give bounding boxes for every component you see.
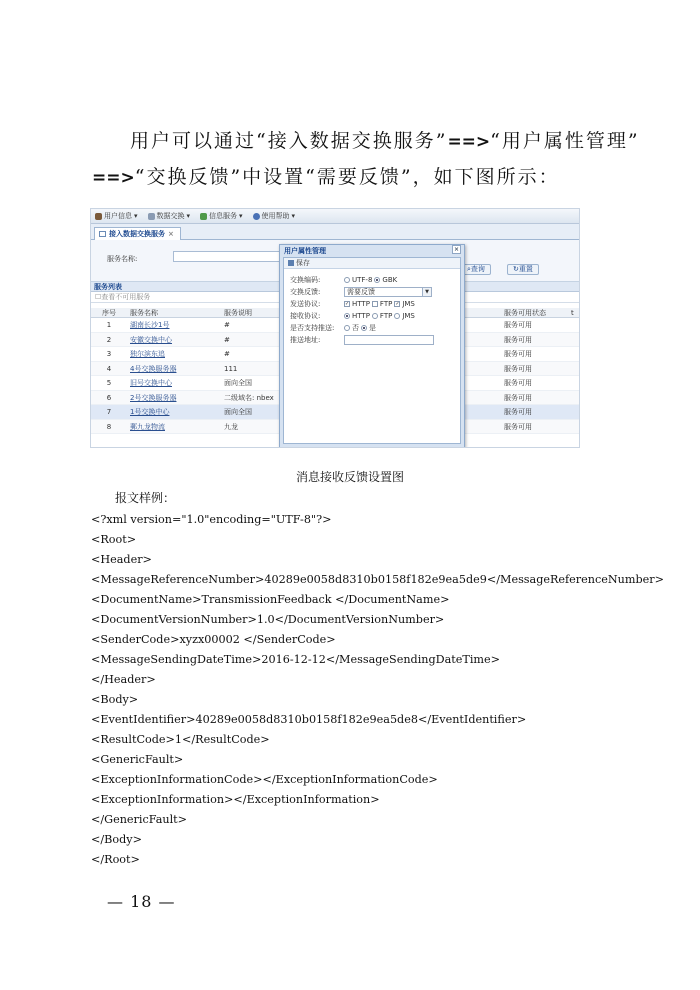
encoding-gbk-radio[interactable]: GBK bbox=[374, 276, 397, 284]
recv-http-radio[interactable]: HTTP bbox=[344, 312, 370, 320]
col-no[interactable]: 序号 bbox=[102, 309, 116, 317]
save-icon bbox=[288, 260, 294, 266]
menu-exchange[interactable]: 数据交换 ▾ bbox=[148, 211, 191, 221]
row-no: 4 bbox=[106, 364, 112, 373]
row-status: 服务可用 bbox=[504, 321, 532, 329]
refresh-icon: ↻ bbox=[513, 265, 519, 273]
chevron-down-icon: ▼ bbox=[422, 288, 431, 296]
intro-paragraph-line1 bbox=[130, 124, 650, 159]
intro-text-2: “交换反馈”中设置“需要反馈”，如下图所示： bbox=[134, 166, 560, 188]
dialog-toolbar bbox=[284, 258, 460, 269]
code-line: <DocumentName>TransmissionFeedback </DocumentName> bbox=[91, 593, 450, 606]
service-name-link[interactable]: 旧号交换中心 bbox=[130, 379, 172, 387]
feedback-row: 交换反馈: 需要反馈 ▼ bbox=[290, 287, 432, 297]
encoding-row: 交换编码: UTF-8 GBK bbox=[290, 276, 398, 284]
code-line: </Header> bbox=[91, 673, 156, 686]
embedded-screenshot bbox=[90, 208, 580, 448]
tab-icon bbox=[99, 231, 106, 237]
menu-user[interactable]: 用户信息 ▾ bbox=[95, 211, 138, 221]
figure-caption: 消息接收反馈设置图 bbox=[295, 470, 404, 484]
menu-info[interactable]: 信息服务 ▾ bbox=[200, 211, 243, 221]
push-no-radio[interactable]: 否 bbox=[344, 323, 359, 333]
tab-exchange-service[interactable]: 接入数据交换服务 × bbox=[94, 227, 181, 240]
help-icon bbox=[253, 213, 260, 220]
code-line: <ExceptionInformationCode></ExceptionInformationCode> bbox=[91, 773, 438, 786]
row-desc: 111 bbox=[224, 364, 238, 373]
recv-ftp-radio[interactable]: FTP bbox=[372, 312, 392, 320]
row-status: 服务可用 bbox=[504, 408, 532, 416]
arrow-2: ==> bbox=[92, 168, 135, 188]
dialog-title: 用户属性管理 bbox=[284, 247, 326, 255]
encoding-utf8-radio[interactable]: UTF-8 bbox=[344, 276, 372, 284]
page-number: — 18 — bbox=[107, 892, 176, 911]
col-extra[interactable]: t bbox=[571, 309, 574, 317]
row-desc: 二级域名: nbex bbox=[224, 393, 274, 402]
user-icon bbox=[95, 213, 102, 220]
col-desc[interactable]: 服务说明 bbox=[224, 309, 252, 317]
send-jms-checkbox[interactable]: ✓ JMS bbox=[395, 300, 415, 308]
service-name-label: 服务名称: bbox=[107, 255, 138, 263]
service-name-link[interactable]: 郵九龙物流 bbox=[130, 422, 165, 431]
col-name[interactable]: 服务名称 bbox=[130, 309, 158, 317]
row-no: 3 bbox=[106, 350, 112, 358]
user-attribute-dialog bbox=[279, 244, 465, 448]
row-desc: # bbox=[224, 335, 230, 344]
push-yes-radio[interactable]: 是 bbox=[361, 323, 376, 333]
code-line: <ResultCode>1</ResultCode> bbox=[91, 733, 270, 746]
code-line: <SenderCode>xyzx00002 </SenderCode> bbox=[91, 633, 336, 646]
send-protocol-row: 发送协议: ✓ HTTP FTP ✓ JMS bbox=[290, 300, 415, 308]
tab-close-icon[interactable]: × bbox=[168, 230, 174, 238]
intro-text-1b: “用户属性管理” bbox=[490, 130, 640, 152]
service-name-link[interactable]: 安徽交换中心 bbox=[130, 335, 172, 344]
row-status: 服务可用 bbox=[504, 364, 532, 373]
sample-label: 报文样例： bbox=[115, 491, 176, 505]
service-name-link[interactable]: 2号交换服务器 bbox=[130, 393, 177, 402]
feedback-select[interactable]: 需要反馈 ▼ bbox=[344, 287, 432, 297]
row-no: 7 bbox=[106, 408, 112, 416]
row-status: 服务可用 bbox=[504, 350, 532, 358]
code-line: </Root> bbox=[91, 853, 140, 866]
code-line: <ExceptionInformation></ExceptionInformation> bbox=[91, 793, 380, 806]
code-line: <MessageSendingDateTime>2016-12-12</MessageSendingDateTime> bbox=[91, 653, 501, 666]
dialog-close-icon[interactable]: × bbox=[453, 246, 460, 253]
dialog-title-bar bbox=[280, 245, 464, 257]
row-desc: 九龙 bbox=[224, 422, 238, 431]
row-no: 2 bbox=[106, 335, 112, 344]
push-row: 是否支持推送: 否 是 bbox=[290, 324, 376, 332]
row-no: 6 bbox=[106, 393, 112, 402]
query-button[interactable]: ⌕查询 bbox=[461, 264, 491, 275]
row-desc: # bbox=[224, 350, 230, 358]
reset-button[interactable]: ↻重置 bbox=[507, 264, 539, 275]
row-status: 服务可用 bbox=[504, 379, 532, 387]
push-address-row: 推送地址: bbox=[290, 335, 434, 345]
recv-protocol-row: 接收协议: HTTP FTP JMS bbox=[290, 312, 415, 320]
row-no: 8 bbox=[106, 422, 112, 431]
row-desc: 面向全国 bbox=[224, 408, 252, 416]
send-http-checkbox[interactable]: ✓ HTTP bbox=[345, 300, 370, 308]
code-line: <EventIdentifier>40289e0058d8310b0158f182e9ea5de8</EventIdentifier> bbox=[91, 713, 527, 726]
xml-sample bbox=[91, 510, 664, 870]
row-desc: 面向全国 bbox=[224, 379, 252, 387]
menu-bar bbox=[91, 209, 579, 224]
exchange-icon bbox=[148, 213, 155, 220]
code-line: <Root> bbox=[91, 533, 137, 546]
row-no: 1 bbox=[106, 321, 112, 329]
dialog-body bbox=[283, 257, 461, 444]
send-ftp-checkbox[interactable]: FTP bbox=[372, 300, 392, 308]
intro-text-1: 用户可以通过“接入数据交换服务” bbox=[130, 130, 448, 152]
service-name-input[interactable] bbox=[173, 251, 283, 262]
push-address-input[interactable] bbox=[344, 335, 434, 345]
recv-jms-radio[interactable]: JMS bbox=[394, 312, 415, 320]
code-line: </GenericFault> bbox=[91, 813, 188, 826]
code-line: <Body> bbox=[91, 693, 139, 706]
code-line: <?xml version="1.0"encoding="UTF-8"?> bbox=[91, 513, 332, 526]
service-name-link[interactable]: 湖南长沙1号 bbox=[130, 321, 170, 329]
search-icon: ⌕ bbox=[467, 265, 471, 273]
row-status: 服务可用 bbox=[504, 422, 532, 431]
row-no: 5 bbox=[106, 379, 112, 387]
row-status: 服务可用 bbox=[504, 393, 532, 402]
col-status[interactable]: 服务可用状态 bbox=[504, 309, 546, 317]
code-line: </Body> bbox=[91, 833, 142, 846]
info-icon bbox=[200, 213, 207, 220]
view-unavailable-link[interactable]: ☐查看不可用服务 bbox=[95, 293, 151, 301]
service-name-link[interactable]: 4号交换服务器 bbox=[130, 364, 177, 373]
arrow-1: ==> bbox=[447, 132, 491, 152]
row-desc: # bbox=[224, 321, 230, 329]
code-line: <MessageReferenceNumber>40289e0058d8310b0158f182e9ea5de9</MessageReferenceNumber> bbox=[91, 573, 664, 586]
save-button[interactable]: 保存 bbox=[288, 258, 310, 269]
code-line: <Header> bbox=[91, 553, 152, 566]
intro-paragraph-line2 bbox=[92, 160, 612, 195]
service-name-link[interactable]: 1号交换中心 bbox=[130, 408, 170, 416]
code-line: <DocumentVersionNumber>1.0</DocumentVersionNumber> bbox=[91, 613, 445, 626]
row-status: 服务可用 bbox=[504, 335, 532, 344]
service-name-link[interactable]: 独尔滨东追 bbox=[130, 350, 165, 358]
list-title: 服务列表 bbox=[91, 282, 579, 292]
code-line: <GenericFault> bbox=[91, 753, 184, 766]
tab-bar bbox=[91, 224, 579, 240]
menu-help[interactable]: 使用帮助 ▾ bbox=[253, 211, 296, 221]
